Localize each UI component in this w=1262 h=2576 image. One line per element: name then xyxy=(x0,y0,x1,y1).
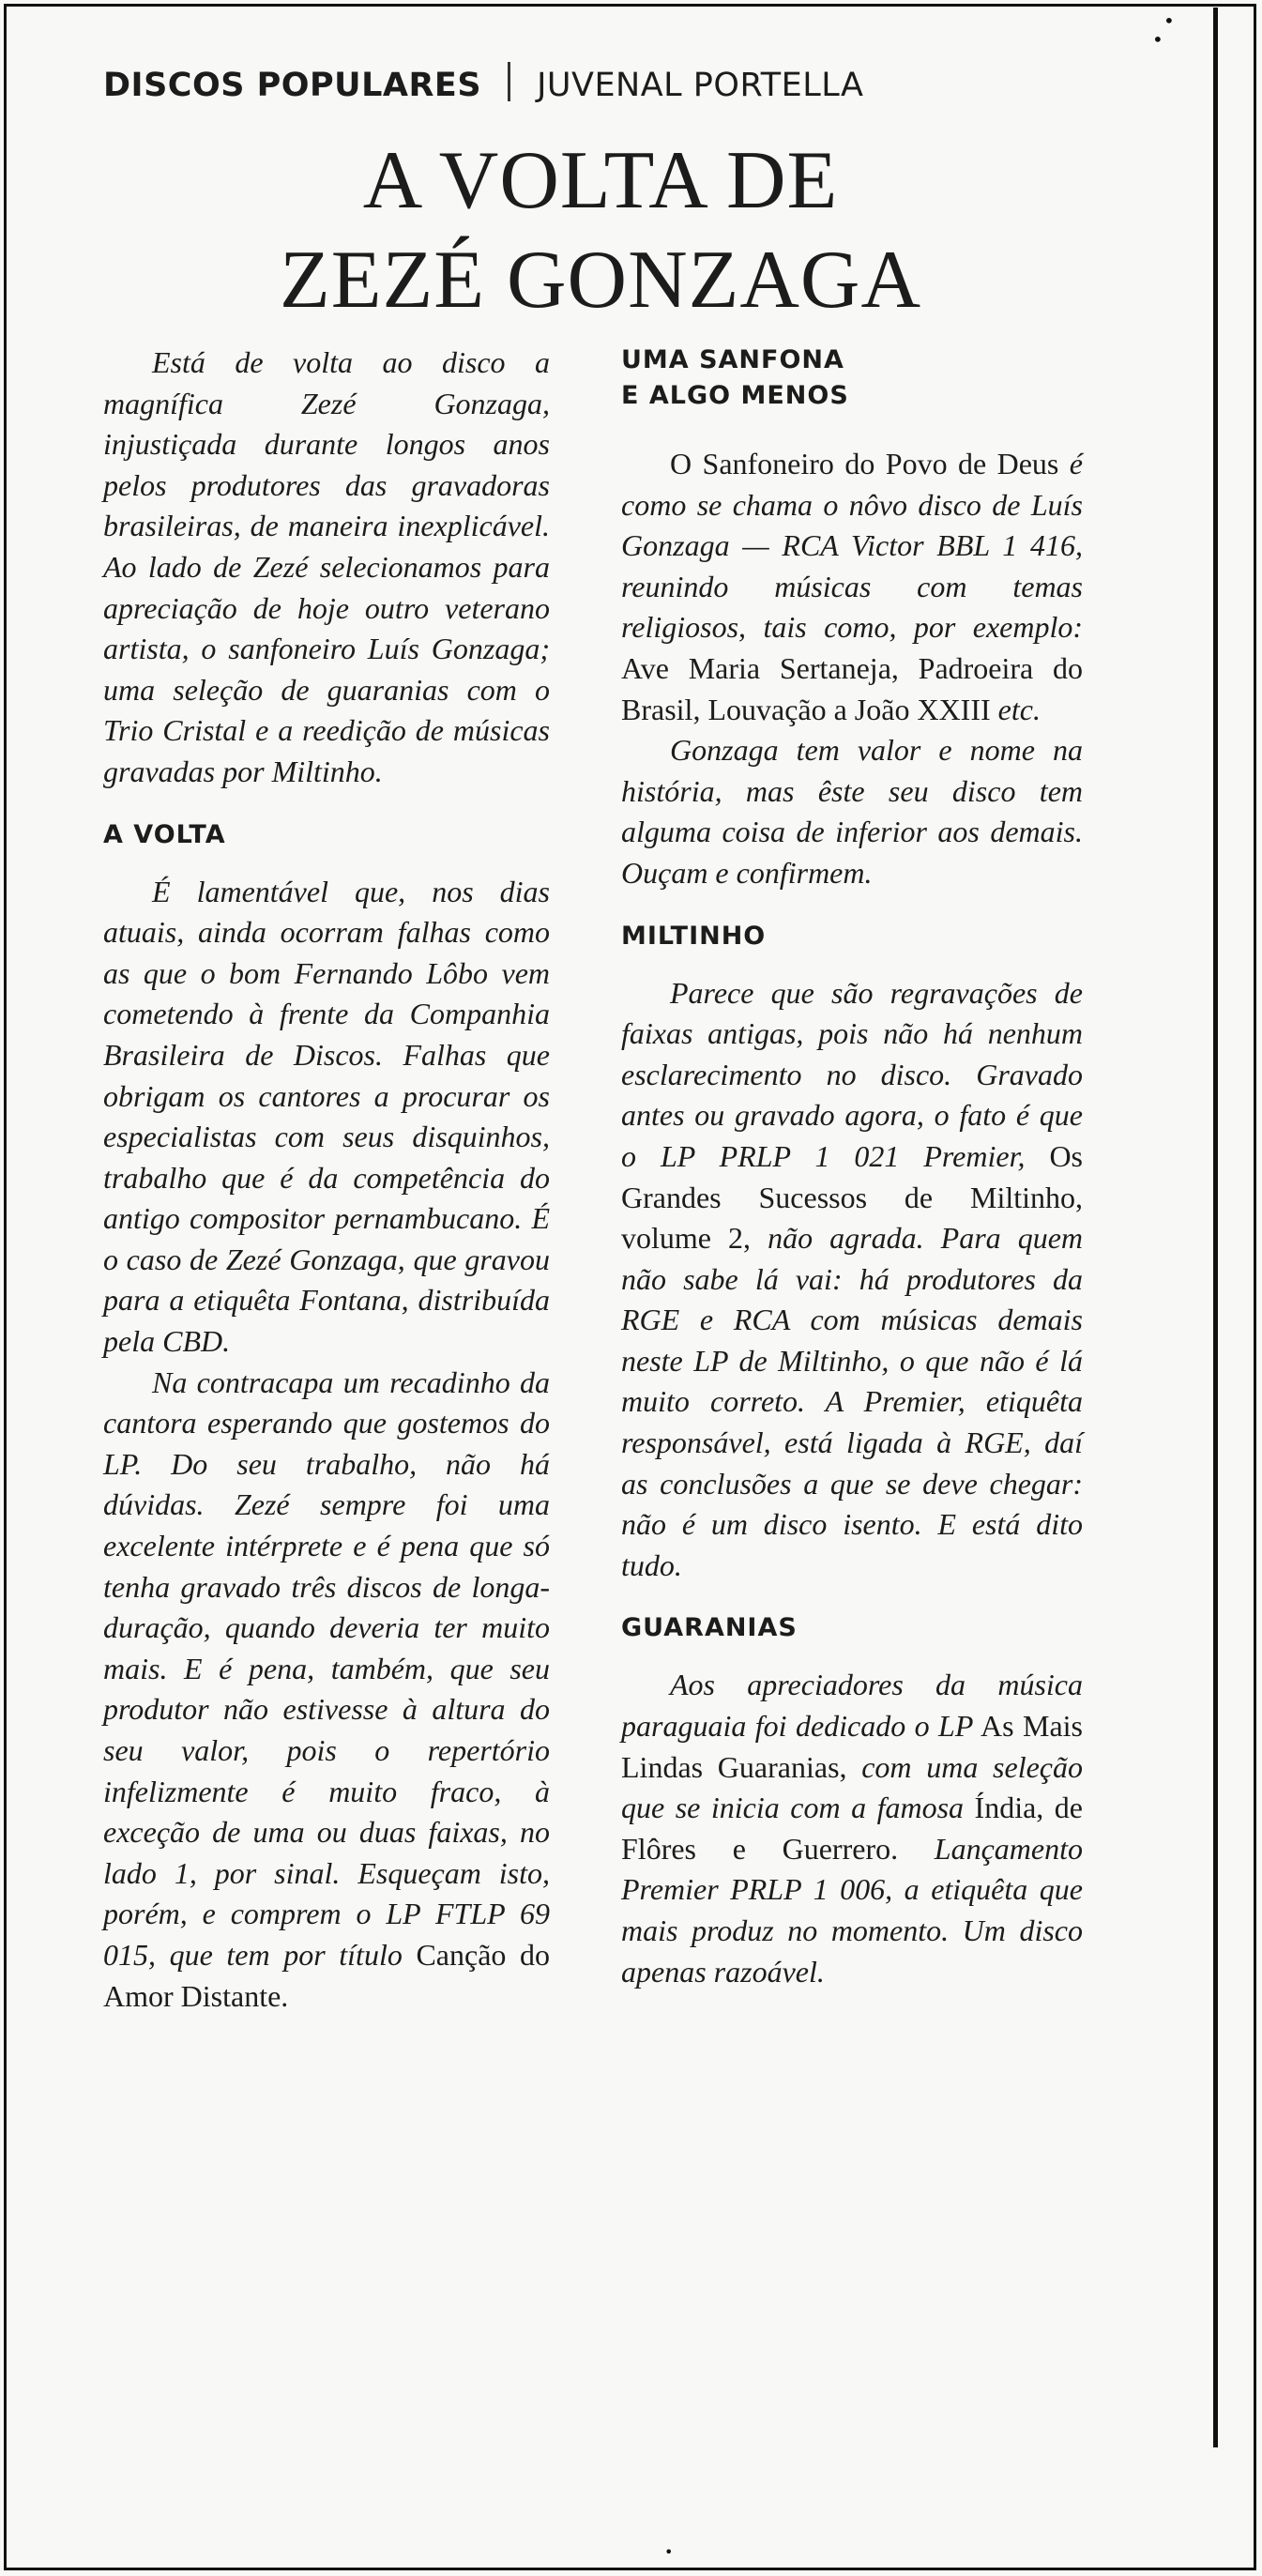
article-headline xyxy=(94,131,1107,330)
volta-paragraph-2 xyxy=(103,1363,550,2018)
guaranias-text-c: Lançamento Premier PRLP 1 006, a etiquêta que mais produz no momento. Um disco apenas razoável. xyxy=(621,1831,1083,1989)
subheading-line-2: E ALGO MENOS xyxy=(621,381,849,410)
byline-separator xyxy=(508,62,510,101)
album-title-guaranias: As Mais Lindas Guaranias, xyxy=(621,1709,1083,1784)
speck: • xyxy=(1152,28,1163,51)
miltinho-paragraph xyxy=(621,973,1083,1587)
album-title-sanfoneiro: O Sanfoneiro do Povo de Deus xyxy=(670,447,1059,480)
sanfona-paragraph-2: Gonzaga tem valor e nome na história, mas êste seu disco tem alguma coisa de inferior aos demais. Ouçam e confirmem. xyxy=(621,733,1083,890)
song-title-india: Índia, de Flôres e Guerrero. xyxy=(621,1791,1084,1866)
sanfona-text-a: é como se chama o nôvo disco de Luís Gonzaga — RCA Victor BBL 1 416, reunindo músicas com temas religiosos, tais como, por exemplo: xyxy=(621,447,1084,645)
byline xyxy=(103,62,1135,118)
right-column xyxy=(621,343,1083,1992)
subheading-a-volta: A VOLTA xyxy=(103,819,226,849)
headline-line-2: ZEZÉ GONZAGA xyxy=(279,235,922,326)
album-title-cancao: Canção do Amor Distante. xyxy=(103,1937,551,2013)
guaranias-text-b: com uma seleção que se inicia com a famosa xyxy=(621,1749,1083,1825)
subheading-miltinho: MILTINHO xyxy=(621,921,767,951)
left-column xyxy=(103,343,550,2017)
song-list: Ave Maria Sertaneja, Padroeira do Brasil, Louvação a João XXIII xyxy=(621,650,1083,726)
miltinho-text-a: Parece que são regravações de faixas antigas, pois não há nenhum esclarecimento no disco. Gravado antes ou gravado agora, o fato é que o LP PRLP 1 021 Premier, xyxy=(621,975,1083,1173)
album-title-miltinho: Os Grandes Sucessos de Miltinho, volume 2, xyxy=(621,1138,1084,1256)
author-name: JUVENAL PORTELLA xyxy=(537,67,864,104)
guaranias-paragraph xyxy=(621,1665,1083,1992)
page-edge-line xyxy=(1213,8,1218,2447)
sanfona-paragraph-1 xyxy=(621,444,1083,730)
volta-paragraph-2-text: Na contracapa um recadinho da cantora esperando que gostemos do LP. Do seu trabalho, não há dúvidas. Zezé sempre foi uma excelente intérprete e é pena que só tenha gravado três discos de longa-duração, quando deveria ter muito mais. E é pena, também, que seu produtor não estivesse à altura do seu valor, pois o repertório infelizmente é muito fraco, à exceção de uma ou duas faixas, no lado 1, por sinal. Esqueçam isto, porém, e comprem o LP FTLP 69 015, que tem por título xyxy=(103,1364,550,1972)
sanfona-text-b: etc. xyxy=(990,692,1041,726)
subheading-guaranias: GUARANIAS xyxy=(621,1613,798,1643)
section-name: DISCOS POPULARES xyxy=(103,67,482,104)
subheading-uma-sanfona xyxy=(621,343,1083,414)
subheading-line-1: UMA SANFONA xyxy=(621,345,844,374)
headline-line-1: A VOLTA DE xyxy=(362,135,839,226)
guaranias-text-a: Aos apreciadores da música paraguaia foi dedicado o LP xyxy=(621,1668,1083,1744)
miltinho-text-b: não agrada. Para quem não sabe lá vai: há produtores da RGE e RCA com músicas demais neste LP de Miltinho, o que não é lá muito correto. A Premier, etiquêta responsável, está ligada à RGE, daí as conclusões a que se deve chegar: não é um disco isento. E está dito tudo. xyxy=(621,1221,1084,1582)
speck: • xyxy=(664,2543,674,2561)
intro-paragraph: Está de volta ao disco a magnífica Zezé Gonzaga, injustiçada durante longos anos pelos produtores das gravadoras brasileiras, de maneira inexplicável. Ao lado de Zezé selecionamos para apreciação de hoje outro veterano artista, o sanfoneiro Luís Gonzaga; uma seleção de guaranias com o Trio Cristal e a reedição de músicas gravadas por Miltinho. xyxy=(103,345,550,788)
volta-paragraph-1: É lamentável que, nos dias atuais, ainda ocorram falhas como as que o bom Fernando Lôbo vem cometendo à frente da Companhia Brasileira de Discos. Falhas que obrigam os cantores a procurar os especialistas com seus disquinhos, trabalho que é da competência do antigo compositor pernambucano. É o caso de Zezé Gonzaga, que gravou para a etiquêta Fontana, distribuída pela CBD. xyxy=(103,874,550,1359)
speck: • xyxy=(1163,9,1175,32)
